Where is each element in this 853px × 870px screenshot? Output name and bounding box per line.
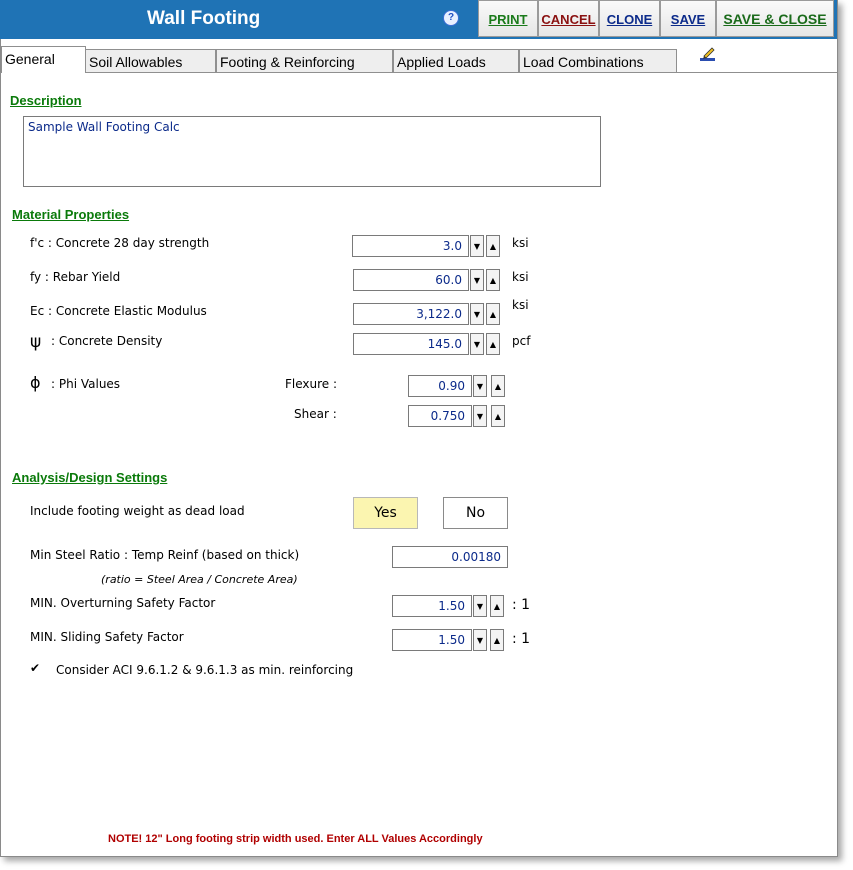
overturning-spin-up[interactable]: ▲ <box>490 595 504 617</box>
shear-input[interactable]: 0.750 <box>408 405 472 427</box>
psi-symbol-icon: ψ <box>30 332 42 352</box>
sliding-suffix: : 1 <box>512 631 531 647</box>
fy-label: fy : Rebar Yield <box>30 270 121 284</box>
pencil-edit-icon[interactable] <box>699 46 717 62</box>
fc-spin-down[interactable]: ▼ <box>470 235 484 257</box>
help-icon[interactable]: ? <box>443 10 459 26</box>
include-weight-yes-button[interactable]: Yes <box>353 497 418 529</box>
flexure-spin-down[interactable]: ▼ <box>473 375 487 397</box>
description-textarea[interactable]: Sample Wall Footing Calc <box>23 116 601 187</box>
aci-checkbox[interactable]: ✔ <box>30 661 41 675</box>
cancel-button[interactable]: CANCEL <box>538 0 599 37</box>
footer-note: NOTE! 12" Long footing strip width used. Enter ALL Values Accordingly <box>108 833 483 845</box>
ratio-note: (ratio = Steel Area / Concrete Area) <box>101 573 298 586</box>
fc-unit: ksi <box>512 236 529 250</box>
shear-spin-up[interactable]: ▲ <box>491 405 505 427</box>
phi-label: : Phi Values <box>51 377 121 391</box>
fy-spin-up[interactable]: ▲ <box>486 269 500 291</box>
fy-spin-down[interactable]: ▼ <box>470 269 484 291</box>
tab-soil-allowables[interactable]: Soil Allowables <box>85 49 216 72</box>
density-label: : Concrete Density <box>51 334 163 348</box>
window-title: Wall Footing <box>147 8 261 29</box>
sliding-spin-up[interactable]: ▲ <box>490 629 504 651</box>
ec-input[interactable]: 3,122.0 <box>353 303 469 325</box>
fc-input[interactable]: 3.0 <box>352 235 469 257</box>
min-steel-label: Min Steel Ratio : Temp Reinf (based on thick) <box>30 548 300 562</box>
ec-unit: ksi <box>512 298 529 312</box>
overturning-suffix: : 1 <box>512 597 531 613</box>
description-heading: Description <box>10 93 82 108</box>
flexure-spin-up[interactable]: ▲ <box>491 375 505 397</box>
phi-symbol-icon: ϕ <box>30 373 41 392</box>
fc-spin-up[interactable]: ▲ <box>486 235 500 257</box>
sliding-label: MIN. Sliding Safety Factor <box>30 630 184 644</box>
analysis-design-heading: Analysis/Design Settings <box>12 470 168 485</box>
density-spin-down[interactable]: ▼ <box>470 333 484 355</box>
tab-load-combinations[interactable]: Load Combinations <box>519 49 677 72</box>
ec-spin-down[interactable]: ▼ <box>470 303 484 325</box>
sliding-input[interactable]: 1.50 <box>392 629 472 651</box>
tab-general[interactable]: General <box>1 46 86 73</box>
save-and-close-button[interactable]: SAVE & CLOSE <box>716 0 834 37</box>
tab-strip <box>0 46 837 72</box>
density-spin-up[interactable]: ▲ <box>486 333 500 355</box>
density-unit: pcf <box>512 334 531 348</box>
flexure-label: Flexure : <box>285 377 338 391</box>
min-steel-input[interactable]: 0.00180 <box>392 546 508 568</box>
aci-label: Consider ACI 9.6.1.2 & 9.6.1.3 as min. reinforcing <box>56 663 354 677</box>
clone-button[interactable]: CLONE <box>599 0 660 37</box>
shear-spin-down[interactable]: ▼ <box>473 405 487 427</box>
sliding-spin-down[interactable]: ▼ <box>473 629 487 651</box>
ec-label: Ec : Concrete Elastic Modulus <box>30 304 207 318</box>
overturning-spin-down[interactable]: ▼ <box>473 595 487 617</box>
material-properties-heading: Material Properties <box>12 207 130 222</box>
ec-spin-up[interactable]: ▲ <box>486 303 500 325</box>
fc-label: f'c : Concrete 28 day strength <box>30 236 210 250</box>
overturning-label: MIN. Overturning Safety Factor <box>30 596 216 610</box>
print-button[interactable]: PRINT <box>478 0 538 37</box>
fy-unit: ksi <box>512 270 529 284</box>
density-input[interactable]: 145.0 <box>353 333 469 355</box>
include-weight-label: Include footing weight as dead load <box>30 504 245 518</box>
shear-label: Shear : <box>294 407 337 421</box>
flexure-input[interactable]: 0.90 <box>408 375 472 397</box>
tab-divider <box>0 72 837 73</box>
fy-input[interactable]: 60.0 <box>353 269 469 291</box>
overturning-input[interactable]: 1.50 <box>392 595 472 617</box>
tab-applied-loads[interactable]: Applied Loads <box>393 49 519 72</box>
title-bar <box>0 0 837 39</box>
save-button[interactable]: SAVE <box>660 0 716 37</box>
include-weight-no-button[interactable]: No <box>443 497 508 529</box>
tab-footing-reinforcing[interactable]: Footing & Reinforcing <box>216 49 393 72</box>
